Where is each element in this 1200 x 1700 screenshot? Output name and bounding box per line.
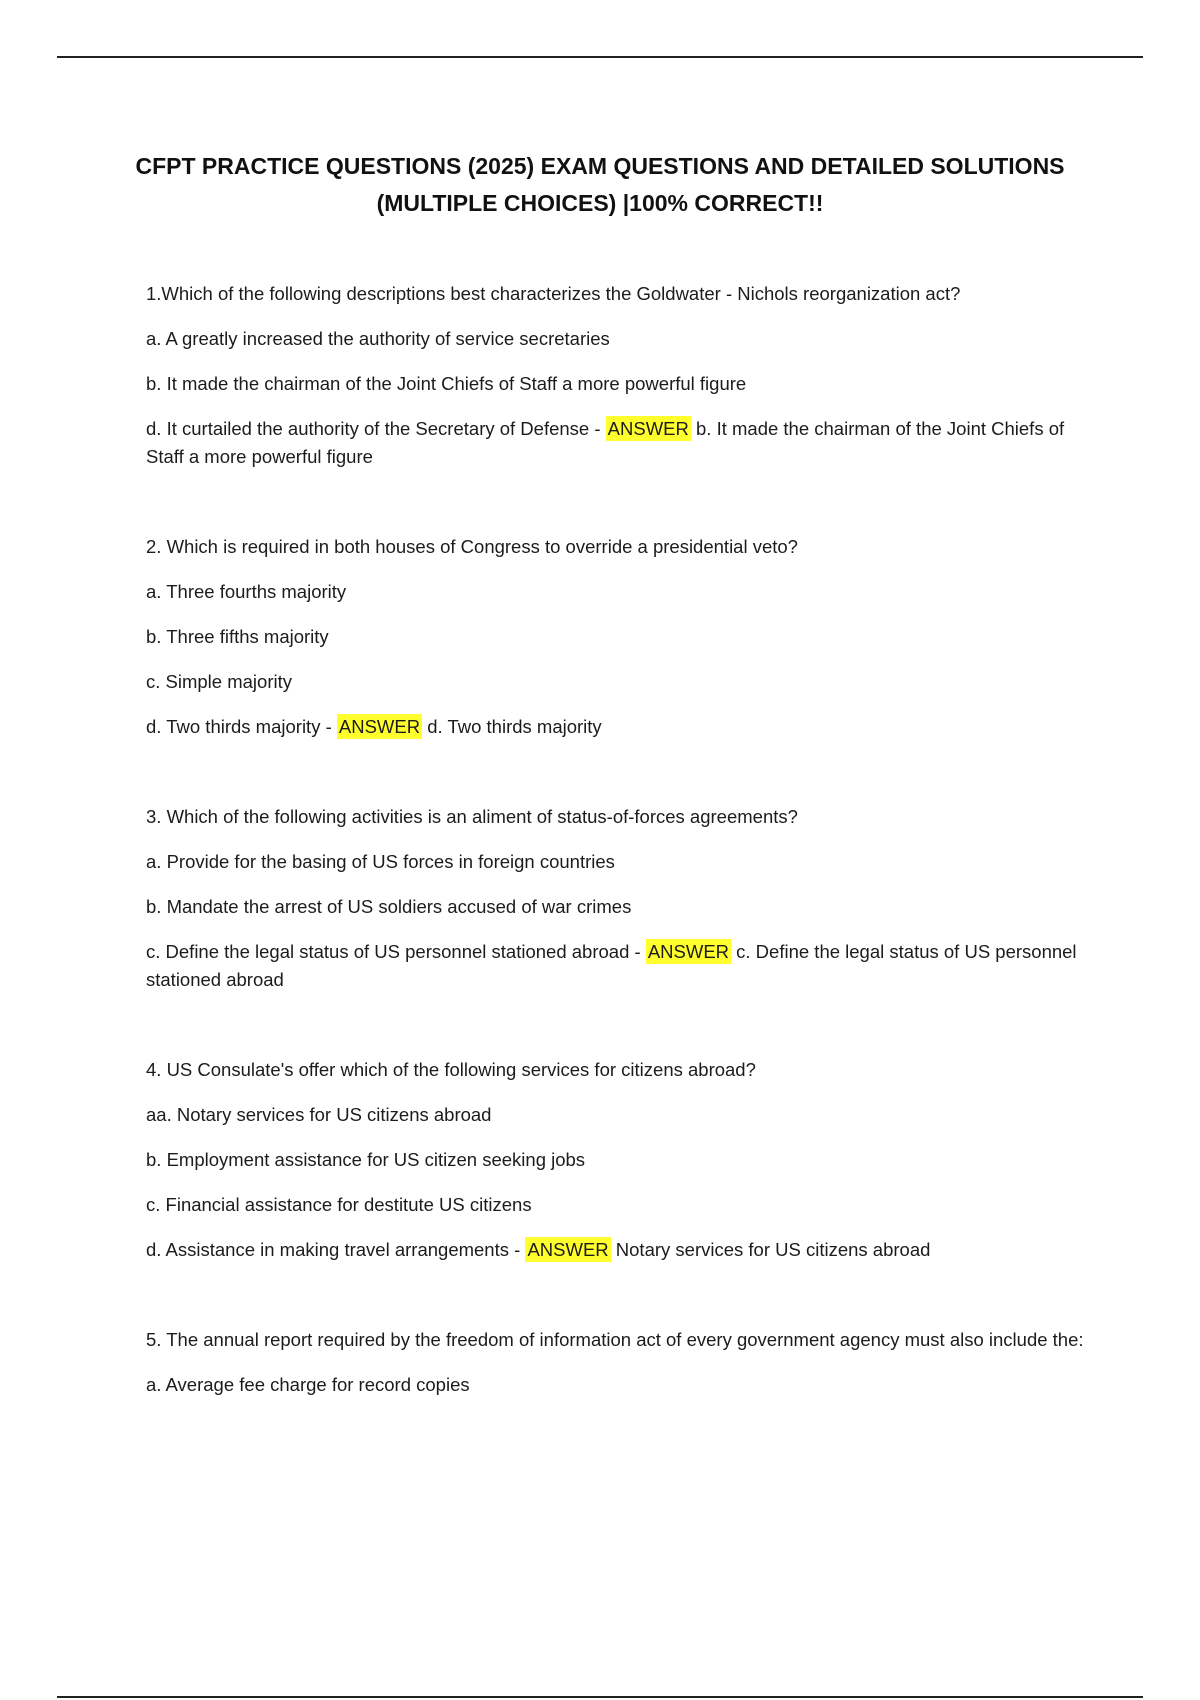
answer-option: a. Average fee charge for record copies	[146, 1374, 470, 1395]
answer-option: a. Three fourths majority	[146, 581, 347, 602]
question-3	[146, 803, 1086, 994]
bottom-rule	[57, 1696, 1143, 1698]
final-option-with-answer	[146, 1236, 1086, 1264]
final-option-with-answer	[146, 938, 1086, 994]
title-line-2: (MULTIPLE CHOICES) |100% CORRECT!!	[376, 190, 824, 216]
final-option: d. Two thirds majority -	[146, 716, 332, 737]
answer-highlight: ANSWER	[647, 941, 730, 962]
final-option: c. Define the legal status of US personnel stationed abroad -	[146, 941, 641, 962]
question-prompt: 4. US Consulate's offer which of the following services for citizens abroad?	[146, 1059, 756, 1080]
question-5	[146, 1326, 1086, 1399]
answer-option: b. Three fifths majority	[146, 626, 329, 647]
final-option-with-answer	[146, 713, 1086, 741]
title-line-1: CFPT PRACTICE QUESTIONS (2025) EXAM QUESTIONS AND DETAILED SOLUTIONS	[135, 153, 1065, 179]
top-rule	[57, 56, 1143, 58]
answer-highlight: ANSWER	[607, 418, 689, 439]
question-1	[146, 280, 1086, 471]
final-option-with-answer	[146, 415, 1086, 471]
answer-option: a. Provide for the basing of US forces in foreign countries	[146, 851, 615, 872]
answer-option: b. Mandate the arrest of US soldiers accused of war crimes	[146, 896, 632, 917]
question-2	[146, 533, 1086, 741]
answer-option: c. Simple majority	[146, 671, 292, 692]
question-prompt: 1.Which of the following descriptions best characterizes the Goldwater - Nichols reorganization act?	[146, 283, 961, 304]
final-option: d. It curtailed the authority of the Secretary of Defense -	[146, 418, 601, 439]
answer-option: a. A greatly increased the authority of service secretaries	[146, 328, 610, 349]
page-title	[120, 148, 1080, 222]
answer-option: b. It made the chairman of the Joint Chiefs of Staff a more powerful figure	[146, 373, 747, 394]
question-4	[146, 1056, 1086, 1264]
question-prompt: 3. Which of the following activities is an aliment of status-of-forces agreements?	[146, 806, 798, 827]
answer-highlight: ANSWER	[527, 1239, 609, 1260]
correct-answer: c. Define the legal status of US personnel stationed abroad	[146, 941, 1077, 990]
correct-answer: Notary services for US citizens abroad	[615, 1239, 931, 1260]
correct-answer: b. It made the chairman of the Joint Chiefs of Staff a more powerful figure	[146, 418, 1065, 467]
answer-option: b. Employment assistance for US citizen seeking jobs	[146, 1149, 586, 1170]
correct-answer: d. Two thirds majority	[427, 716, 602, 737]
answer-option: aa. Notary services for US citizens abroad	[146, 1104, 492, 1125]
question-prompt: 5. The annual report required by the freedom of information act of every government agency must also include the:	[146, 1329, 1084, 1350]
answer-highlight: ANSWER	[338, 716, 421, 737]
answer-option: c. Financial assistance for destitute US citizens	[146, 1194, 532, 1215]
question-prompt: 2. Which is required in both houses of Congress to override a presidential veto?	[146, 536, 798, 557]
questions-list	[146, 280, 1086, 1416]
final-option: d. Assistance in making travel arrangements -	[146, 1239, 521, 1260]
